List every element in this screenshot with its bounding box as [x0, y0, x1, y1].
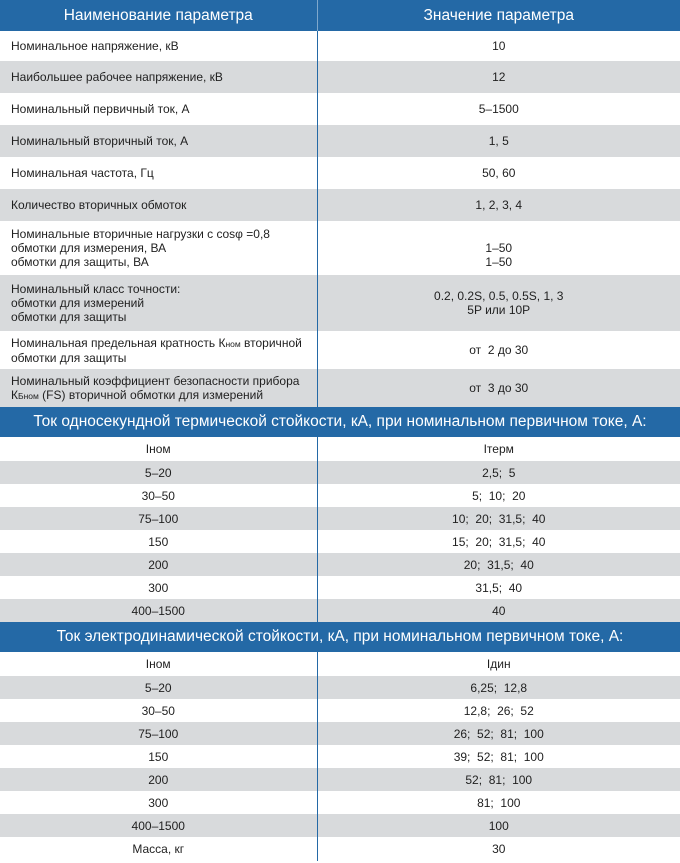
dynamic-current: 300: [0, 791, 317, 814]
param-name: Номинальный вторичный ток, А: [0, 125, 317, 157]
param-name: Номинальный класс точности: обмотки для измерений обмотки для защиты: [0, 275, 317, 331]
dynamic-value: 39; 52; 81; 100: [317, 745, 680, 768]
thermal-current: 75–100: [0, 507, 317, 530]
table-row: [0, 31, 680, 61]
thermal-current: 300: [0, 576, 317, 599]
table-row: [0, 93, 680, 125]
mass-row: [0, 837, 680, 861]
mass-label: Масса, кг: [0, 837, 317, 861]
dynamic-current: 200: [0, 768, 317, 791]
param-name: Количество вторичных обмоток: [0, 189, 317, 221]
thermal-value: 31,5; 40: [317, 576, 680, 599]
param-name-text: вторичной: [240, 335, 302, 350]
header-value: Значение параметра: [317, 0, 680, 31]
table-row: [0, 791, 680, 814]
param-value: 1, 5: [317, 125, 680, 157]
dynamic-current: 400–1500: [0, 814, 317, 837]
param-value: от 3 до 30: [317, 369, 680, 407]
thermal-col-iterm: Iтерм: [317, 437, 680, 461]
param-name-text: (FS) вторичной обмотки для измерений: [38, 387, 264, 402]
table-header: [0, 0, 680, 31]
dynamic-current: 75–100: [0, 722, 317, 745]
param-value: 5–1500: [317, 93, 680, 125]
param-name: Номинальные вторичные нагрузки с cosφ =0,8 обмотки для измерения, ВА обмотки для защиты, ВА: [0, 221, 317, 275]
table-row: [0, 745, 680, 768]
param-name: Номинальный первичный ток, А: [0, 93, 317, 125]
param-name-text: Номинальный коэффициент безопасности прибора: [11, 373, 300, 388]
thermal-value: 5; 10; 20: [317, 484, 680, 507]
table-row: [0, 699, 680, 722]
param-name: Номинальная частота, Гц: [0, 157, 317, 189]
table-row: [0, 331, 680, 369]
dynamic-value: 81; 100: [317, 791, 680, 814]
thermal-subheader: [0, 437, 680, 461]
table-row: [0, 507, 680, 530]
table-row: [0, 599, 680, 622]
param-name: [0, 369, 317, 407]
dynamic-value: 100: [317, 814, 680, 837]
table-row: [0, 814, 680, 837]
dynamic-value: 6,25; 12,8: [317, 676, 680, 699]
table-row: [0, 768, 680, 791]
header-name: Наименование параметра: [0, 0, 317, 31]
dynamic-current: 150: [0, 745, 317, 768]
param-name-subscript: ном: [225, 338, 241, 349]
table-row: [0, 125, 680, 157]
dynamic-title: Ток электродинамической стойкости, кА, при номинальном первичном токе, А:: [0, 622, 680, 652]
table-row: [0, 461, 680, 484]
table-row: [0, 189, 680, 221]
table-row: [0, 275, 680, 331]
table-row: [0, 553, 680, 576]
thermal-title: Ток односекундной термической стойкости, кА, при номинальном первичном токе, А:: [0, 407, 680, 437]
table-row: [0, 576, 680, 599]
table-row: [0, 484, 680, 507]
thermal-value: 10; 20; 31,5; 40: [317, 507, 680, 530]
param-name-text: Номинальная предельная кратность К: [11, 335, 226, 350]
param-value: 10: [317, 31, 680, 61]
table-row: [0, 676, 680, 699]
table-row: [0, 221, 680, 275]
table-row: [0, 722, 680, 745]
param-name-text: обмотки для защиты: [11, 350, 127, 365]
dynamic-value: 52; 81; 100: [317, 768, 680, 791]
param-name: [0, 331, 317, 369]
thermal-value: 2,5; 5: [317, 461, 680, 484]
param-name-subscript: Бном: [18, 390, 39, 401]
param-value: 0.2, 0.2S, 0.5, 0.5S, 1, 3 5P или 10P: [317, 275, 680, 331]
dynamic-section-header: [0, 622, 680, 652]
thermal-current: 5–20: [0, 461, 317, 484]
dynamic-col-inom: Iном: [0, 652, 317, 676]
thermal-current: 400–1500: [0, 599, 317, 622]
param-value: 12: [317, 61, 680, 93]
table-row: [0, 369, 680, 407]
param-name-text: К: [11, 387, 18, 402]
param-value: 1–50 1–50: [317, 221, 680, 275]
dynamic-value: 26; 52; 81; 100: [317, 722, 680, 745]
thermal-col-inom: Iном: [0, 437, 317, 461]
param-name: Наибольшее рабочее напряжение, кВ: [0, 61, 317, 93]
param-value: 1, 2, 3, 4: [317, 189, 680, 221]
table-row: [0, 61, 680, 93]
dynamic-current: 5–20: [0, 676, 317, 699]
thermal-current: 150: [0, 530, 317, 553]
thermal-current: 30–50: [0, 484, 317, 507]
dynamic-subheader: [0, 652, 680, 676]
thermal-value: 15; 20; 31,5; 40: [317, 530, 680, 553]
dynamic-value: 12,8; 26; 52: [317, 699, 680, 722]
table-row: [0, 530, 680, 553]
param-name: Номинальное напряжение, кВ: [0, 31, 317, 61]
dynamic-col-idin: Iдин: [317, 652, 680, 676]
thermal-current: 200: [0, 553, 317, 576]
table-row: [0, 157, 680, 189]
mass-value: 30: [317, 837, 680, 861]
thermal-section-header: [0, 407, 680, 437]
param-value: от 2 до 30: [317, 331, 680, 369]
dynamic-current: 30–50: [0, 699, 317, 722]
thermal-value: 40: [317, 599, 680, 622]
thermal-value: 20; 31,5; 40: [317, 553, 680, 576]
param-value: 50, 60: [317, 157, 680, 189]
